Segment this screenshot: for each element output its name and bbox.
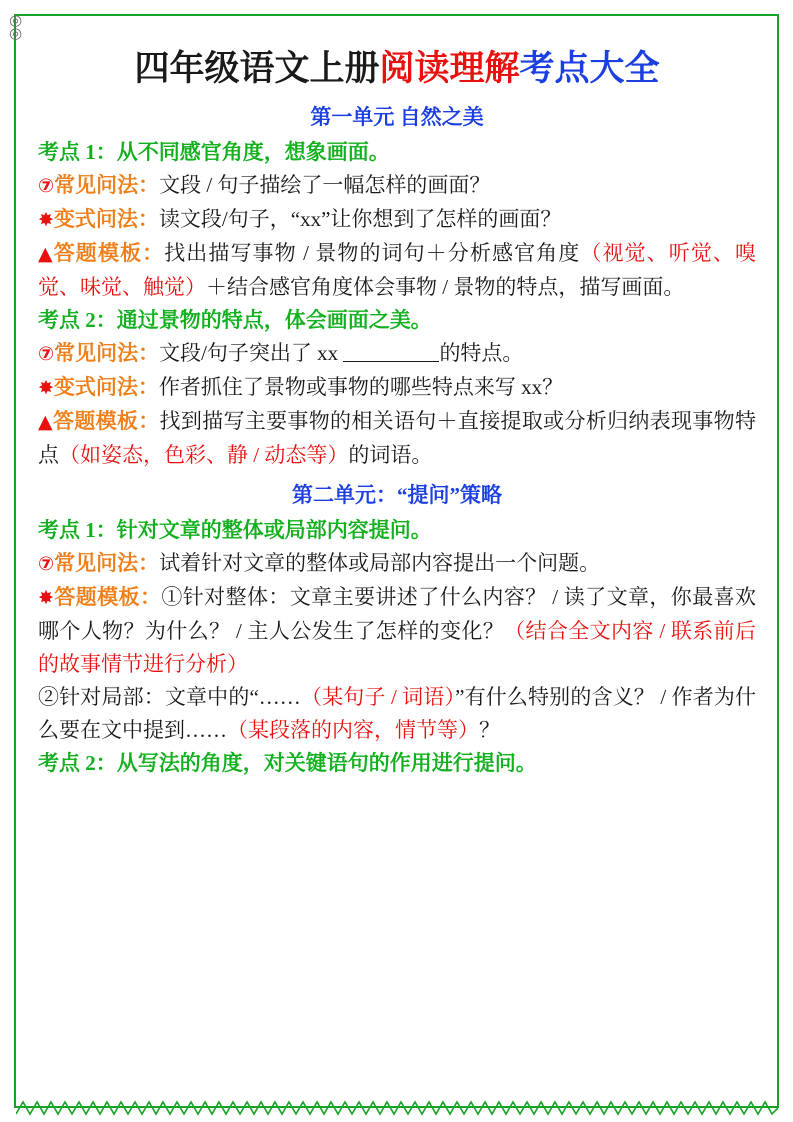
- kaodian-1-1: [38, 136, 756, 169]
- row-label: 常见问法：: [54, 551, 160, 575]
- asterisk-icon: ✸: [38, 587, 54, 609]
- row-text-b: ＋结合感官角度体会事物 / 景物的特点，描写画面。: [206, 275, 685, 299]
- row-label: 变式问法：: [53, 375, 159, 399]
- kaodian-1-2: [38, 304, 756, 337]
- row-text: 文段 / 句子描绘了一幅怎样的画面？: [159, 173, 491, 197]
- row-answer-template-1-2: [38, 405, 756, 472]
- kaodian-text: 针对文章的整体或局部内容提问。: [116, 518, 432, 542]
- title-part-1: 四年级语文上册: [134, 49, 380, 88]
- staple-icon: ◎ ◎: [9, 11, 21, 42]
- kaodian-text: 通过景物的特点，体会画面之美。: [116, 308, 432, 332]
- row-answer-template-1-1: [38, 237, 756, 304]
- kaodian-text: 从写法的角度，对关键语句的作用进行提问。: [116, 751, 537, 775]
- title-part-3: 考点大全: [519, 49, 660, 88]
- row-text: 读文段/句子，“xx”让你想到了怎样的画面？: [158, 207, 562, 231]
- row-label: 答题模板：: [52, 409, 160, 433]
- extra-text-highlight-2: （某段落的内容，情节等）: [227, 718, 479, 742]
- row-label: 答题模板：: [53, 585, 162, 609]
- unit-heading-1: 第一单元 自然之美: [310, 105, 484, 129]
- row-common-question-1-1: [38, 169, 756, 203]
- unit-heading-2: 第二单元：“提问”策略: [292, 483, 502, 507]
- question-mark-icon: ⑦: [38, 175, 55, 197]
- title-part-2: 阅读理解: [379, 49, 520, 88]
- row-common-question-2-1: [38, 547, 756, 581]
- asterisk-icon: ✸: [38, 209, 54, 231]
- kaodian-label: 考点 2：: [38, 751, 117, 775]
- row-text-b: 的词语。: [348, 443, 433, 467]
- row-variant-question-1-2: [38, 371, 756, 405]
- page-title: [38, 44, 756, 94]
- kaodian-label: 考点 1：: [38, 518, 117, 542]
- extra-text-highlight-1: （某句子 / 词语）: [300, 685, 456, 709]
- triangle-icon: ▲: [38, 243, 54, 265]
- row-text-a: ①针对整体：文章主要讲述了什么内容？ / 读了文章，你最喜欢哪个人物？为什么？ / 主人公发生了怎样的变化？: [38, 585, 757, 643]
- row-text-a: 找出描写事物 / 景物的词句＋分析感官角度: [164, 241, 581, 265]
- fill-in-blank: [343, 344, 439, 362]
- document-content: [28, 34, 766, 780]
- row-text-after: 的特点。: [439, 341, 524, 365]
- row-label: 答题模板：: [53, 241, 165, 265]
- question-mark-icon: ⑦: [38, 343, 55, 365]
- row-text: 作者抓住了景物或事物的哪些特点来写 xx？: [158, 375, 564, 399]
- extra-text-a: ②针对局部：文章中的“……: [38, 685, 301, 709]
- row-variant-question-1-1: [38, 203, 756, 237]
- row-common-question-1-2: [38, 337, 756, 371]
- row-label: 常见问法：: [54, 341, 160, 365]
- extra-text-b: ”有什么特别的含义？ / 作者为什么要在文中提到……: [38, 685, 756, 742]
- kaodian-text: 从不同感官角度，想象画面。: [116, 140, 390, 164]
- row-text-a: 找到描写主要事物的相关语句＋直接提取或分析归纳表现事物特点: [38, 409, 757, 467]
- row-text-highlight: （结合全文内容 / 联系前后的故事情节进行分析）: [38, 619, 756, 676]
- row-extra-2-1: [38, 681, 756, 747]
- row-label: 变式问法：: [53, 207, 159, 231]
- kaodian-label: 考点 2：: [38, 308, 117, 332]
- kaodian-label: 考点 1：: [38, 140, 117, 164]
- kaodian-2-2: [38, 747, 756, 780]
- row-text-highlight: （如姿态，色彩、静 / 动态等）: [59, 443, 349, 467]
- row-text-highlight: （视觉、听觉、嗅觉、味觉、触觉）: [38, 241, 757, 299]
- asterisk-icon: ✸: [38, 377, 54, 399]
- row-text-before: 文段/句子突出了 xx: [159, 341, 344, 365]
- zigzag-divider: [16, 1100, 778, 1116]
- kaodian-2-1: [38, 514, 756, 547]
- row-answer-template-2-1: [38, 581, 756, 681]
- triangle-icon: ▲: [38, 411, 53, 433]
- question-mark-icon: ⑦: [38, 553, 55, 575]
- row-text: 试着针对文章的整体或局部内容提出一个问题。: [159, 551, 601, 575]
- row-label: 常见问法：: [54, 173, 160, 197]
- extra-text-c: ？: [479, 718, 500, 742]
